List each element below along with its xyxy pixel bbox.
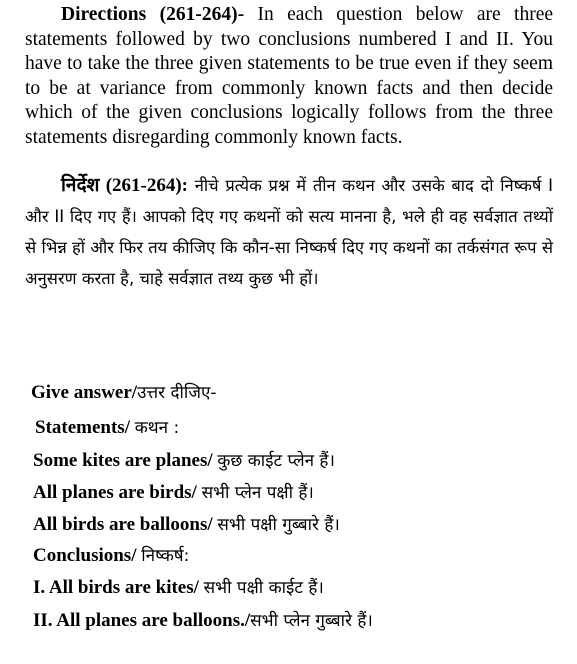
- conclusions-heading-hi: निष्कर्ष:: [141, 546, 190, 566]
- conclusion-2: [33, 608, 373, 632]
- give-answer-en: Give answer/: [31, 382, 138, 403]
- statement-2: [33, 480, 314, 504]
- statement-3: [33, 512, 340, 536]
- statement-2-hi: सभी प्लेन पक्षी हैं।: [201, 483, 314, 503]
- give-answer-line: [31, 380, 216, 404]
- conclusion-1: [33, 575, 324, 599]
- directions-hindi-label: निर्देश (261-264):: [61, 175, 189, 196]
- conclusions-heading-en: Conclusions/: [33, 545, 142, 566]
- conclusion-1-hi: सभी पक्षी काईट हैं।: [203, 578, 324, 598]
- directions-english: [25, 3, 553, 150]
- statement-3-en: All birds are balloons/: [33, 514, 218, 535]
- directions-hindi: [25, 170, 553, 294]
- statement-3-hi: सभी पक्षी गुब्बारे हैं।: [217, 515, 340, 535]
- give-answer-hi: उत्तर दीजिए-: [137, 383, 217, 403]
- directions-hindi-text: नीचे प्रत्येक प्रश्न में तीन कथन और उसके बाद दो निष्कर्ष I और II दिए गए हैं। आपको दिए गए कथनों को सत्य मानना है, भले ही वह सर्वज्ञात तथ्यों से भिन्न हों और फिर तय कीजिए कि कौन-सा निष्कर्ष दिए गए कथनों का तर्कसंगत रूप से अनुसरण करता है, चाहे सर्वज्ञात तथ्य कुछ भी हों।: [25, 176, 553, 288]
- statement-1-hi: कुछ काईट प्लेन हैं।: [217, 451, 335, 471]
- conclusions-heading: [33, 543, 189, 567]
- statement-2-en: All planes are birds/: [33, 482, 202, 503]
- statement-1-en: Some kites are planes/: [33, 450, 218, 471]
- directions-text: In each question below are three statements followed by two conclusions numbered I and II. You have to take the three given statements to be true even if they seem to be at variance from commonly known facts and then decide which of the given conclusions logically follows from the three statements disregarding commonly known facts.: [25, 4, 553, 148]
- statements-heading-hi: कथन :: [134, 418, 180, 438]
- directions-label: Directions (261-264)-: [61, 4, 245, 25]
- statements-heading: [35, 415, 179, 439]
- conclusion-1-en: I. All birds are kites/: [33, 577, 204, 598]
- conclusion-2-en: II. All planes are balloons./: [33, 610, 251, 631]
- conclusion-2-hi: सभी प्लेन गुब्बारे हैं।: [250, 611, 373, 631]
- statements-heading-en: Statements/: [35, 417, 135, 438]
- statement-1: [33, 448, 335, 472]
